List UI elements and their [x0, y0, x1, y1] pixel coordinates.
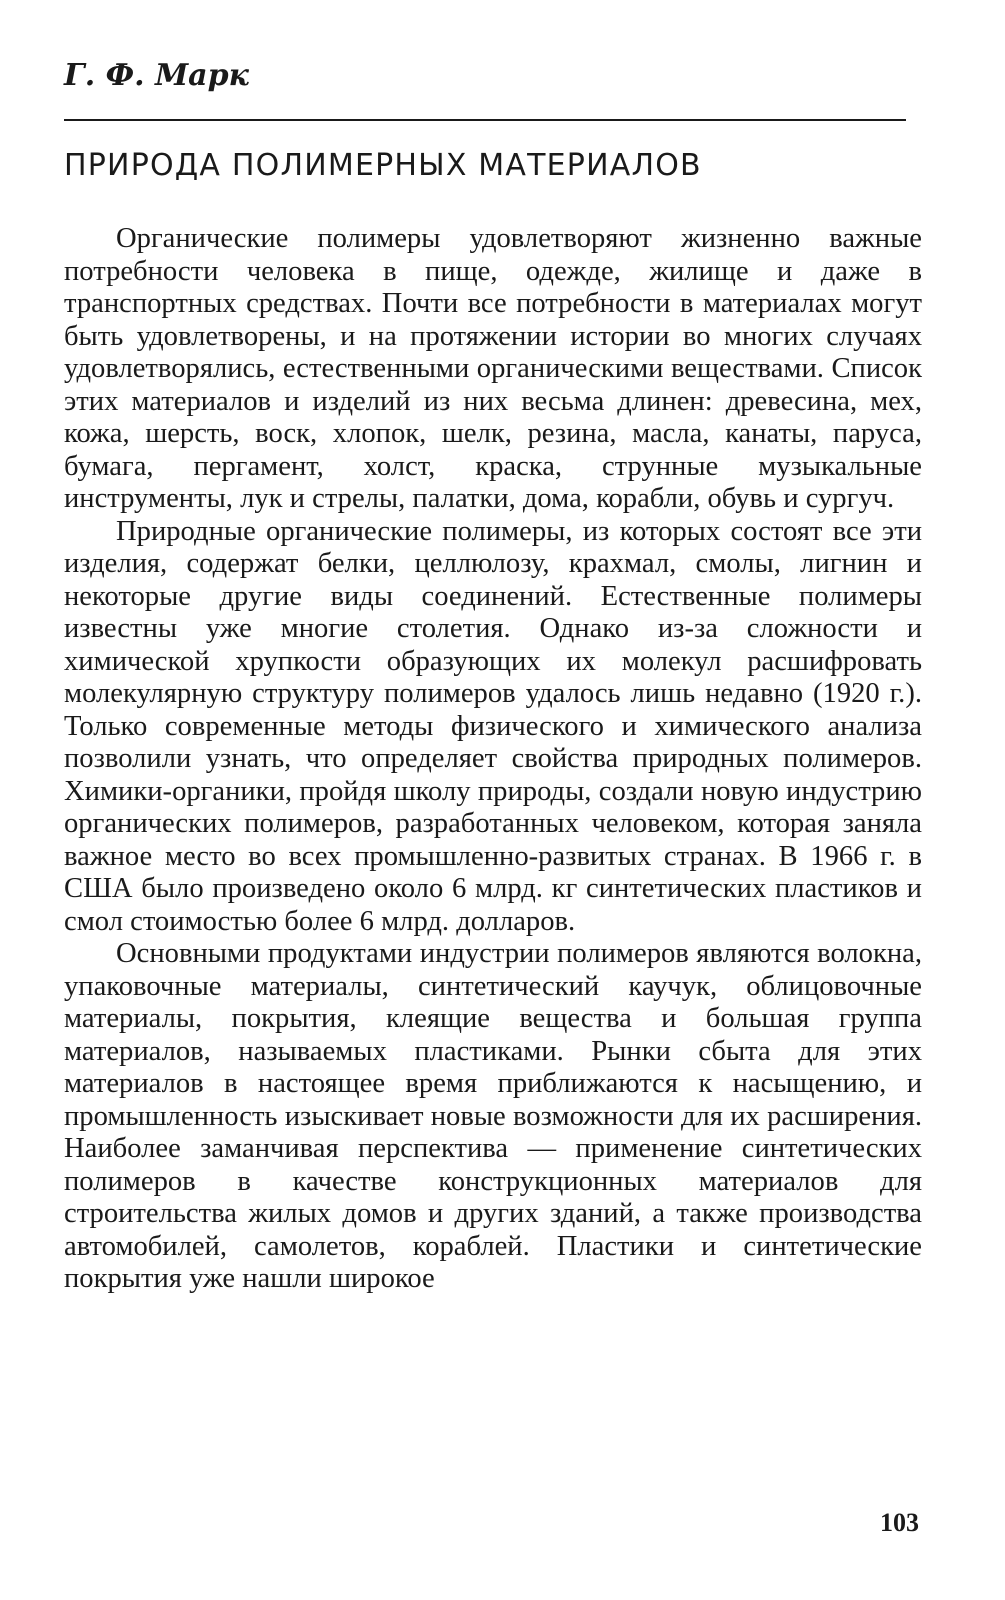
paragraph: Природные органические полимеры, из которых состоят все эти изделия, содержат белки, целлюлозу, крахмал, смолы, лигнин и некоторые другие виды соединений. Естественные полимеры известны уже многие столетия. Однако из-за сложности и химической хрупкости образующих их молекул расшифровать молекулярную структуру полимеров удалось лишь недавно (1920 г.). Только современные методы физического и химического анализа позволили узнать, что определяет свойства природных полимеров. Химики-органики, пройдя школу природы, создали новую индустрию органических полимеров, разработанных человеком, которая заняла важное место во всех промышленно-развитых странах. В 1966 г. в США было произведено около 6 млрд. кг синтетических пластиков и смол стоимостью более 6 млрд. долларов. [64, 515, 922, 937]
page-number: 103 [880, 1508, 919, 1537]
paragraph: Основными продуктами индустрии полимеров являются волокна, упаковочные материалы, синтетический каучук, облицовочные материалы, покрытия, клеящие вещества и большая группа материалов, называемых пластиками. Рынки сбыта для этих материалов в настоящее время приближаются к насыщению, и промышленность изыскивает новые возможности для их расширения. Наиболее заманчивая перспектива — применение синтетических полимеров в качестве конструкционных материалов для строительства жилых домов и других зданий, а также производства автомобилей, самолетов, кораблей. Пластики и синтетические покрытия уже нашли широкое [64, 938, 922, 1294]
author-name: Г. Ф. Марк [64, 58, 249, 93]
chapter-title: ПРИРОДА ПОЛИМЕРНЫХ МАТЕРИАЛОВ [64, 148, 702, 183]
header-divider [64, 119, 906, 121]
paragraph: Органические полимеры удовлетворяют жизненно важные потребности человека в пище, одежде, жилище и даже в транспортных средствах. Почти все потребности в материалах могут быть удовлетворены, и на протяжении истории во многих случаях удовлетворялись, естественными органическими веществами. Список этих материалов и изделий из них весьма длинен: древесина, мех, кожа, шерсть, воск, хлопок, шелк, резина, масла, канаты, паруса, бумага, пергамент, холст, краска, струнные музыкальные инструменты, лук и стрелы, палатки, дома, корабли, обувь и сургуч. [64, 223, 922, 514]
body-text [64, 223, 922, 1296]
